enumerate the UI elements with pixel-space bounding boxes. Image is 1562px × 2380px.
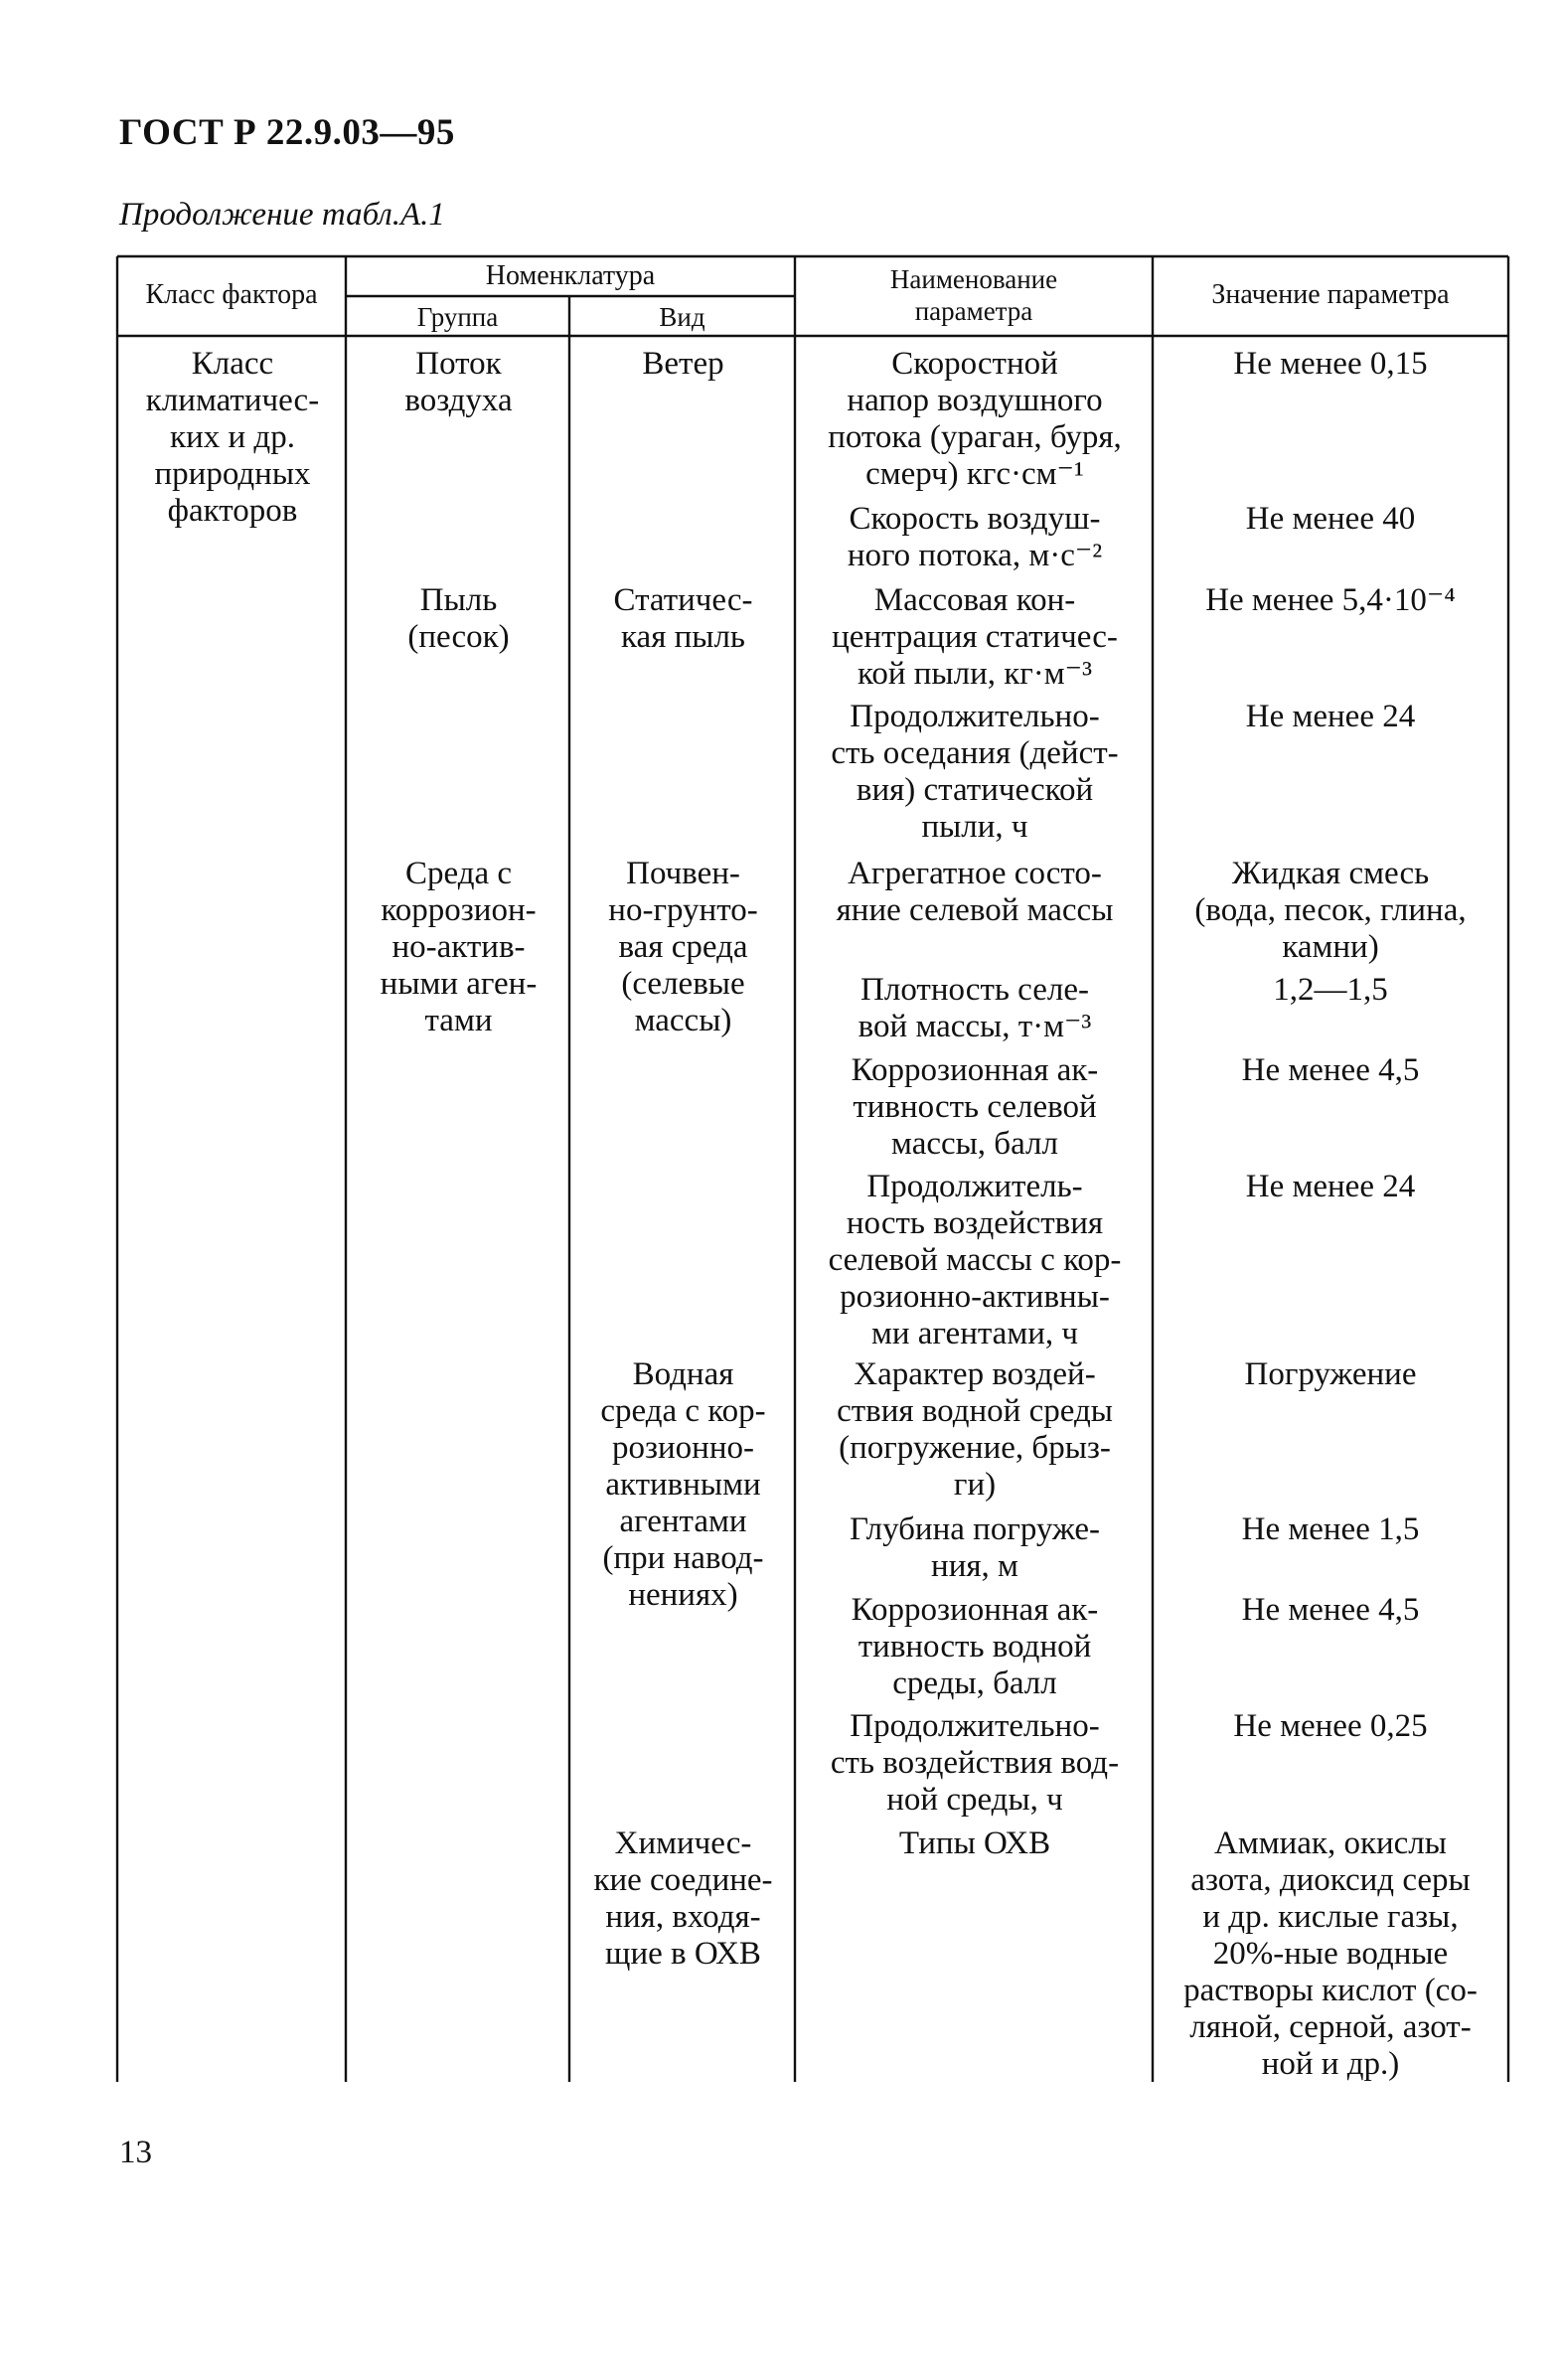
kind-cell: Водная среда с кор- розионно- активными агентами (при навод- нениях) [600, 1356, 766, 1613]
param-value-cell: Не менее 24 [1245, 1169, 1416, 1204]
header-param-value: Значение параметра [1211, 279, 1450, 310]
param-name-cell: Агрегатное состо- яние селевой массы [836, 856, 1114, 928]
param-value-cell: Жидкая смесь (вода, песок, глина, камни) [1194, 856, 1467, 965]
table-continuation-caption: Продолжение табл.А.1 [119, 197, 445, 233]
param-name-cell: Продолжитель- ность воздействия селевой массы с кор- розионно-активны- ми агентами, ч [828, 1169, 1122, 1351]
param-name-cell: Продолжительно- сть воздействия вод- ной среды, ч [830, 1708, 1120, 1818]
param-value-cell: Не менее 5,4·10⁻⁴ [1205, 582, 1456, 618]
param-name-cell: Скорость воздуш- ного потока, м·с⁻² [847, 501, 1103, 573]
group-cell: Поток воздуха [404, 346, 513, 418]
header-param-name: Наименование параметра [889, 264, 1058, 326]
kind-cell: Почвен- но-грунто- вая среда (селевые массы) [608, 856, 758, 1038]
param-name-cell: Типы ОХВ [898, 1825, 1051, 1861]
param-value-cell: Не менее 0,15 [1233, 346, 1428, 382]
header-kind: Вид [659, 302, 705, 332]
param-name-cell: Коррозионная ак- тивность селевой массы, балл [851, 1052, 1099, 1162]
param-value-cell: Не менее 4,5 [1241, 1592, 1420, 1628]
document-title: ГОСТ Р 22.9.03—95 [119, 112, 455, 153]
param-value-cell: Не менее 4,5 [1241, 1052, 1420, 1088]
param-value-cell: Погружение [1244, 1356, 1417, 1392]
group-cell: Среда с коррозион- но-актив- ными аген- тами [380, 856, 538, 1038]
header-group: Группа [416, 302, 499, 332]
param-value-cell: Не менее 1,5 [1241, 1511, 1420, 1547]
param-value-cell: Не менее 24 [1245, 699, 1416, 734]
param-value-cell: Не менее 40 [1245, 501, 1416, 537]
param-value-cell: Не менее 0,25 [1233, 1708, 1428, 1744]
param-value-cell: Аммиак, окислы азота, диоксид серы и др. кислые газы, 20%-ные водные растворы кислот (со- ляной, серной, азот- ной и др.) [1183, 1825, 1478, 2082]
param-name-cell: Продолжительно- сть оседания (дейст- вия) статической пыли, ч [831, 699, 1119, 845]
param-name-cell: Глубина погруже- ния, м [850, 1511, 1100, 1584]
param-name-cell: Массовая кон- центрация статичес- кой пыли, кг·м⁻³ [832, 582, 1118, 692]
class-cell: Класс климатичес- ких и др. природных факторов [145, 346, 320, 529]
kind-cell: Химичес- кие соедине- ния, входя- щие в ОХВ [593, 1825, 773, 1972]
kind-cell: Статичес- кая пыль [613, 582, 753, 655]
param-value-cell: 1,2—1,5 [1273, 972, 1388, 1008]
group-cell: Пыль (песок) [407, 582, 510, 655]
header-class: Класс фактора [145, 279, 318, 310]
header-nomenclature: Номенклатура [485, 260, 656, 291]
param-name-cell: Скоростной напор воздушного потока (ураган, буря, смерч) кгс·см⁻¹ [828, 346, 1122, 492]
kind-cell: Ветер [642, 346, 724, 382]
param-name-cell: Коррозионная ак- тивность водной среды, балл [851, 1592, 1099, 1701]
param-name-cell: Плотность селе- вой массы, т·м⁻³ [858, 972, 1092, 1044]
page-number: 13 [119, 2135, 152, 2170]
param-name-cell: Характер воздей- ствия водной среды (погружение, брыз- ги) [837, 1356, 1113, 1503]
